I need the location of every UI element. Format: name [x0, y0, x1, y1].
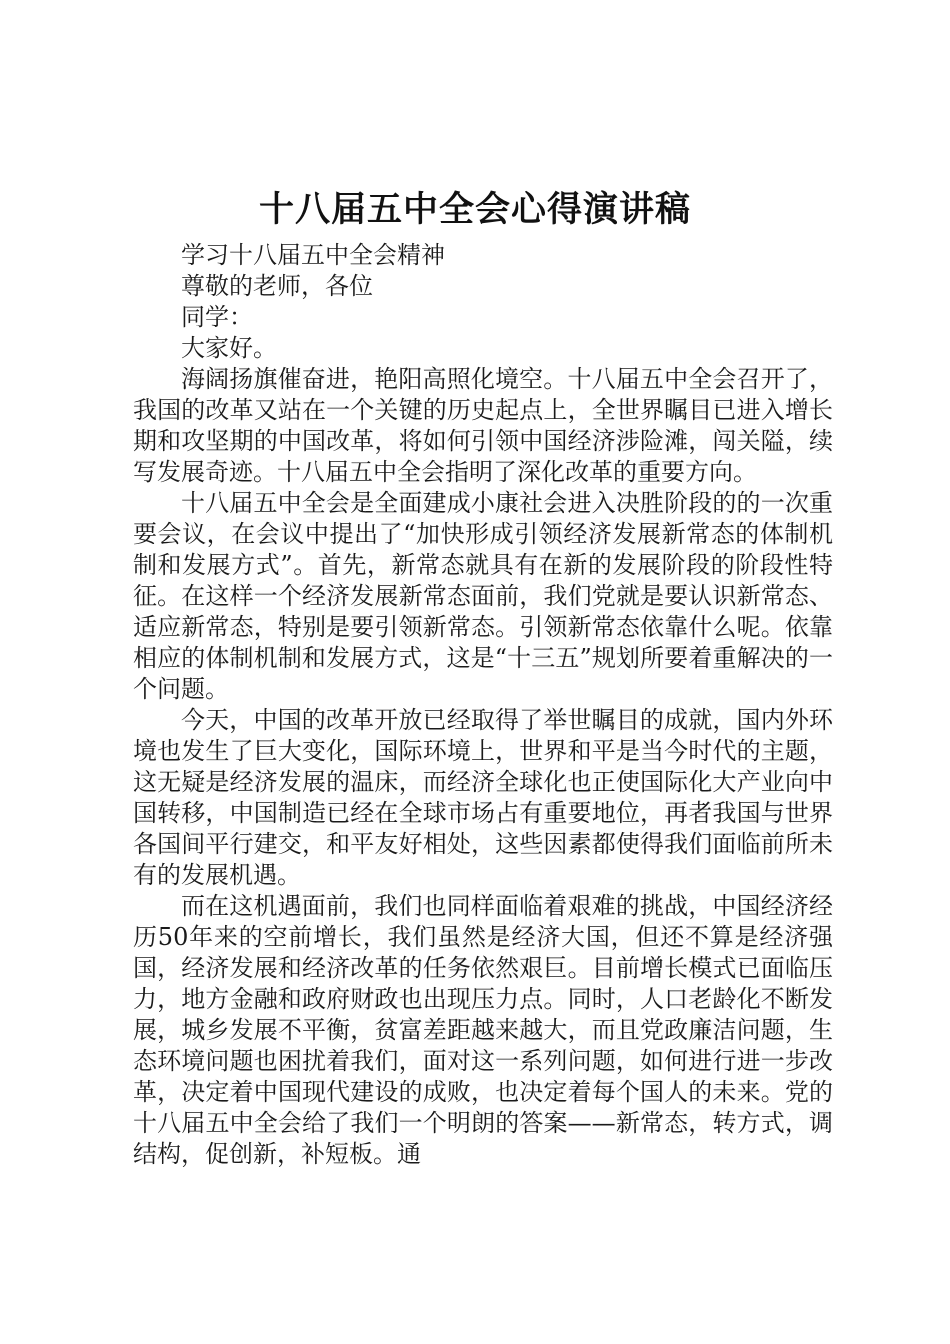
document-title: 十八届五中全会心得演讲稿	[258, 189, 691, 230]
paragraph-greeting: 大家好。	[181, 334, 277, 362]
paragraph-4: 而在这机遇面前，我们也同样面临着艰难的挑战，中国经济经历50年来的空前增长，我们虽然是经济大国，但还不算是经济强国，经济发展和经济改革的任务依然艰巨。目前增长模式已面临压力，地方金融和政府财政也出现压力点。同时，人口老龄化不断发展，城乡发展不平衡，贫富差距越来越大，而且党政廉洁问题，生态环境问题也困扰着我们，面对这一系列问题，如何进行进一步改革，决定着中国现代建设的成败，也决定着每个国人的未来。党的十八届五中全会给了我们一个明朗的答案——新常态，转方式，调结构，促创新，补短板。通	[133, 892, 833, 1168]
paragraph-subtitle: 学习十八届五中全会精神	[181, 241, 445, 269]
paragraph-salutation-cont: 同学：	[181, 303, 253, 331]
paragraph-3: 今天，中国的改革开放已经取得了举世瞩目的成就，国内外环境也发生了巨大变化，国际环境上，世界和平是当今时代的主题，这无疑是经济发展的温床，而经济全球化也正使国际化大产业向中国转移，中国制造已经在全球市场占有重要地位，再者我国与世界各国间平行建交，和平友好相处，这些因素都使得我们面临前所未有的发展机遇。	[133, 706, 833, 889]
paragraph-salutation: 尊敬的老师，各位	[181, 272, 373, 300]
paragraph-1: 海阔扬旗催奋进，艳阳高照化境空。十八届五中全会召开了，我国的改革又站在一个关键的历史起点上，全世界瞩目已进入增长期和攻坚期的中国改革，将如何引领中国经济涉险滩，闯关隘，续写发展奇迹。十八届五中全会指明了深化改革的重要方向。	[133, 365, 833, 486]
paragraph-2: 十八届五中全会是全面建成小康社会进入决胜阶段的的一次重要会议，在会议中提出了“加快形成引领经济发展新常态的体制机制和发展方式”。首先，新常态就具有在新的发展阶段的阶段性特征。在这样一个经济发展新常态面前，我们党就是要认识新常态、适应新常态，特别是要引领新常态。引领新常态依靠什么呢。依靠相应的体制机制和发展方式，这是“十三五”规划所要着重解决的一个问题。	[133, 489, 833, 703]
document-body	[133, 240, 833, 1170]
